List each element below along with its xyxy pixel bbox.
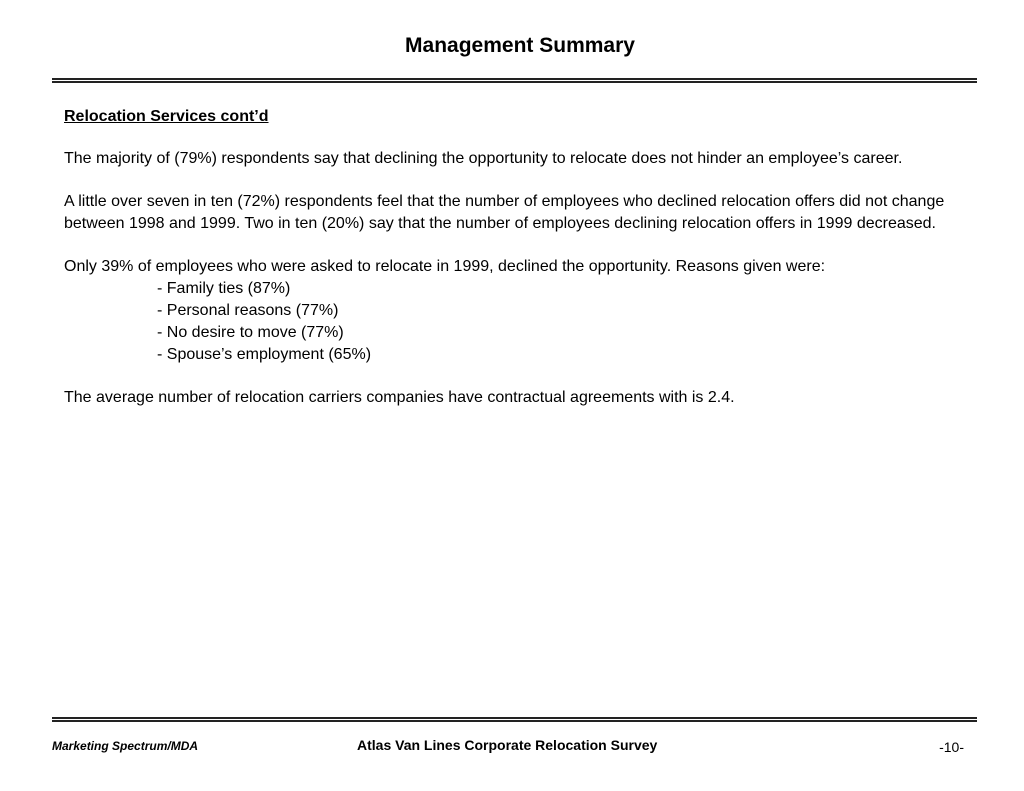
footer-survey-title: Atlas Van Lines Corporate Relocation Survey	[357, 737, 658, 753]
footer-company: Marketing Spectrum/MDA	[52, 739, 199, 753]
paragraph-career-impact: The majority of (79%) respondents say that declining the opportunity to relocate does not hinder an employee’s career.	[64, 150, 903, 167]
paragraph-declined-offers: A little over seven in ten (72%) respondents feel that the number of employees who declined relocation offers did not change between 1998 and 1999. Two in ten (20%) say that the number of employees declining relocation offers in 1999 decreased.	[64, 193, 945, 232]
summary-body	[64, 106, 974, 430]
page-number: -10-	[939, 739, 964, 755]
paragraph-carriers: The average number of relocation carriers companies have contractual agreements with is 2.4.	[64, 389, 735, 406]
reason-item: - Family ties (87%)	[157, 280, 291, 297]
reasons-list	[64, 278, 974, 366]
footer-divider	[52, 717, 977, 722]
header-divider	[52, 78, 977, 83]
page-title: Management Summary	[405, 34, 635, 57]
reason-item: - Personal reasons (77%)	[157, 302, 339, 319]
section-heading: Relocation Services cont’d	[64, 108, 269, 125]
paragraph-reasons-intro: Only 39% of employees who were asked to relocate in 1999, declined the opportunity. Reasons given were:	[64, 258, 826, 275]
reason-item: - No desire to move (77%)	[157, 324, 344, 341]
reason-item: - Spouse’s employment (65%)	[157, 346, 372, 363]
